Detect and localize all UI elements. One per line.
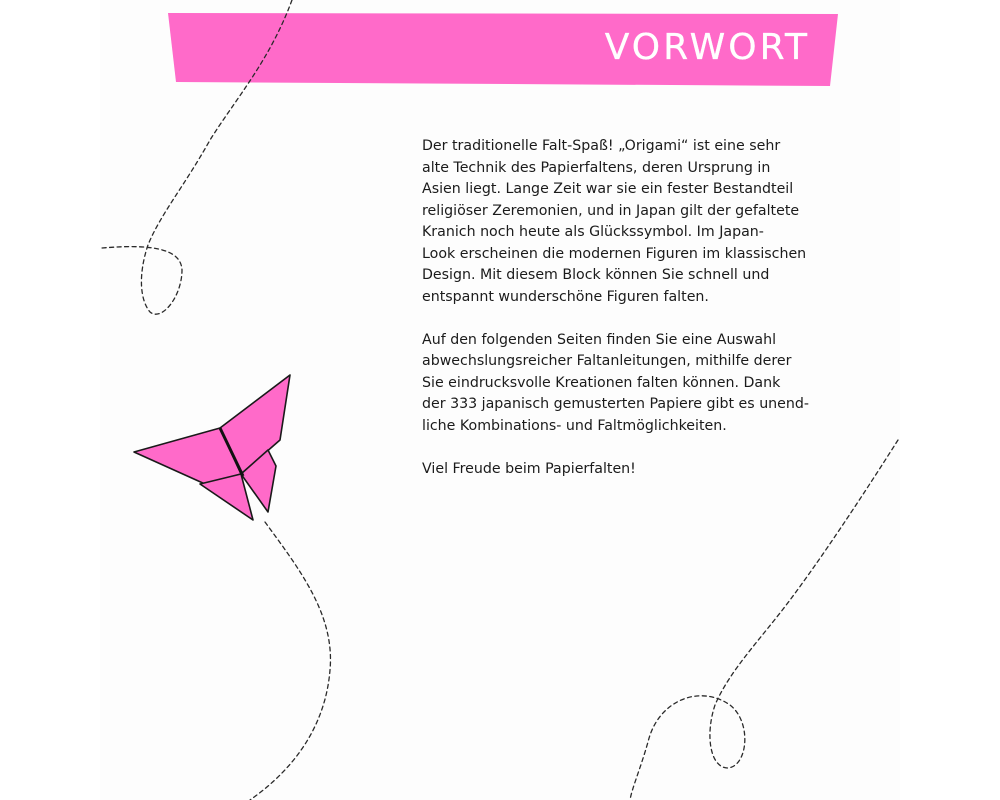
paragraph-2: [422, 330, 842, 438]
text-line: Der traditionelle Falt-Spaß! „Origami“ ist eine sehr: [422, 138, 781, 154]
text-line: Auf den folgenden Seiten finden Sie eine Auswahl: [422, 331, 777, 348]
text-line: Kranich noch heute als Glückssymbol. Im Japan-: [422, 224, 764, 240]
text-line: religiöser Zeremonien, und in Japan gilt der gefaltete: [422, 202, 800, 219]
text-line: Viel Freude beim Papierfalten!: [422, 460, 636, 477]
text-line: entspannt wunderschöne Figuren falten.: [422, 288, 709, 305]
text-line: Look erscheinen die modernen Figuren im klassischen: [422, 245, 807, 262]
text-line: Asien liegt. Lange Zeit war sie ein fester Bestandteil: [422, 181, 794, 197]
text-line: Design. Mit diesem Block können Sie schnell und: [422, 267, 770, 283]
foreword-text: [422, 136, 842, 502]
text-line: liche Kombinations- und Faltmöglichkeiten.: [422, 417, 727, 434]
paragraph-3: [422, 459, 842, 481]
paragraph-1: [422, 136, 842, 308]
text-line: alte Technik des Papierfaltens, deren Ursprung in: [422, 159, 771, 176]
text-line: Sie eindrucksvolle Kreationen falten können. Dank: [422, 374, 781, 391]
page-title: VORWORT: [604, 27, 810, 68]
text-line: abwechslungsreicher Faltanleitungen, mithilfe derer: [422, 353, 792, 369]
text-line: der 333 japanisch gemusterten Papiere gibt es unend-: [422, 396, 810, 412]
